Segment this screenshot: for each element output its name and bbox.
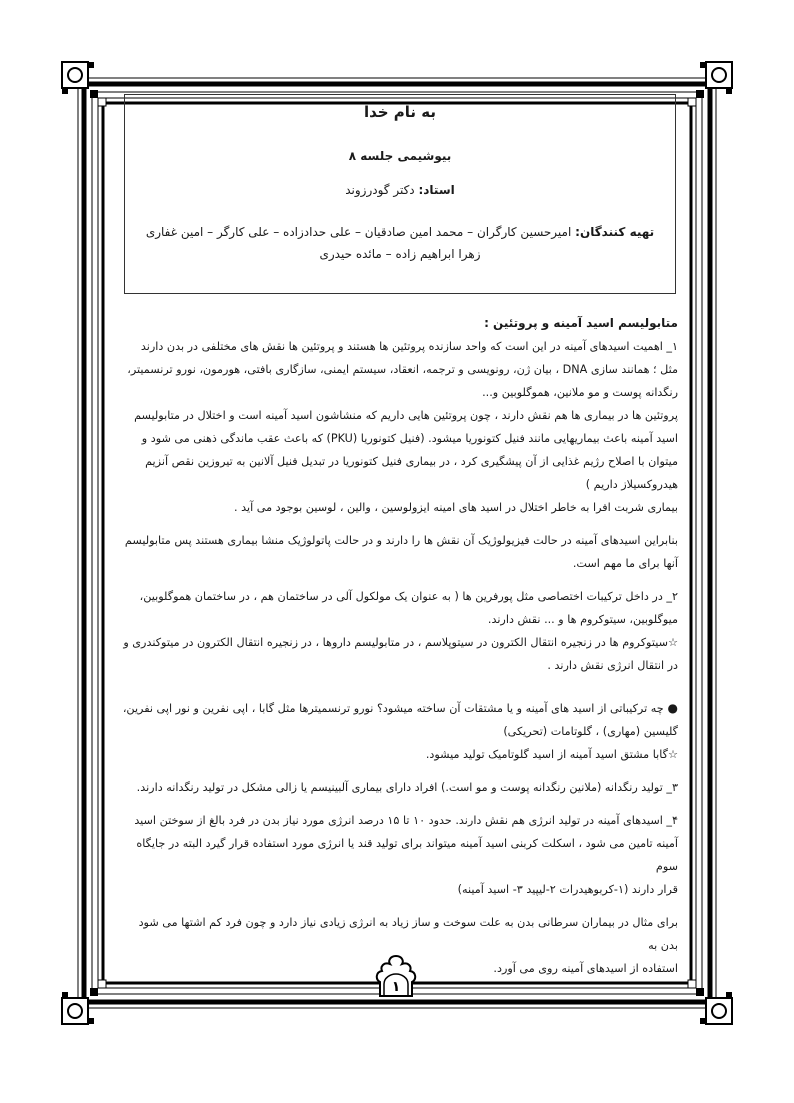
- spacer: [118, 575, 678, 585]
- preparers-label: تهیه کنندگان:: [575, 225, 655, 239]
- spacer: [118, 901, 678, 911]
- paragraph-7-line-1: [118, 697, 678, 720]
- paragraph-5-line-2: میوگلوبین، سیتوکروم ها و ... نقش دارند.: [487, 613, 678, 626]
- paragraph-3-line-1: بیماری شربت افرا به خاطر اختلال در اسید های امینه ایزولوسین ، والین ، لوسین بوجود می آید .: [234, 501, 678, 514]
- paragraph-10-line-1: برای مثال در بیماران سرطانی بدن به علت سوخت و ساز زیاد به انرژی زیادی نیاز دارد و چون فرد کم اشتها می شود بدن به: [138, 916, 678, 952]
- spacer: [118, 677, 678, 697]
- corner-ornament-top-right: [688, 62, 732, 106]
- paragraph-2-line-4: هیدروکسیلاز داریم ): [585, 478, 678, 491]
- teacher-line: [125, 183, 675, 197]
- paragraph-9-line-1: ۴_ اسیدهای آمینه در تولید انرژی هم نقش دارند. حدود ۱۰ تا ۱۵ درصد انرژی مورد نیاز بدن در فرد بالغ از سوختن اسید: [134, 814, 678, 827]
- page-number-ornament: [372, 952, 420, 1000]
- paragraph-10-line-2: استفاده از اسیدهای آمینه روی می آورد.: [493, 962, 678, 975]
- page-title: به نام خدا: [363, 103, 437, 121]
- paragraph-4-line-2: آنها برای ما مهم است.: [572, 557, 678, 570]
- corner-ornament-bottom-right: [688, 980, 732, 1024]
- header-box: [124, 94, 676, 294]
- paragraph-7-text-1: چه ترکیباتی از اسید های آمینه و یا مشتقات آن ساخته میشود؟ نورو ترنسمیترها مثل گابا ، اپی نفرین و نور اپی نفرین،: [122, 702, 664, 715]
- paragraph-7-line-2: گلیسین (مهاری) ، گلوتامات (تحریکی): [503, 725, 678, 738]
- paragraph-7-line-3: ☆گابا مشتق اسید آمینه از اسید گلوتامیک تولید میشود.: [425, 748, 678, 761]
- paragraph-6-line-2: در انتقال انرژی نقش دارند .: [547, 659, 678, 672]
- teacher-label: استاد:: [418, 183, 455, 197]
- teacher-name: دکتر گودرزوند: [345, 183, 415, 197]
- preparers-names-2: زهرا ابراهیم زاده – مائده حیدری: [319, 247, 481, 261]
- paragraph-2-line-1: پروتئین ها در بیماری ها هم نقش دارند ، چون پروتئین هایی داریم که منشاشون اسید آمینه است و اختلال در متابولیسم: [134, 409, 678, 422]
- paragraph-2-line-2: اسید آمینه باعث بیماریهایی مانند فنیل کتونوریا میشود. (فنیل کتونوریا (PKU) که باعث عقب ماندگی ذهنی می شود و: [141, 432, 678, 445]
- bullet-dot-icon: ●: [663, 701, 678, 715]
- spacer: [118, 799, 678, 809]
- preparers-line-1: [135, 221, 665, 243]
- paragraph-8-line-1: ۳_ تولید رنگدانه (ملانین رنگدانه پوست و مو است.) افراد دارای بیماری آلبینیسم یا زالی مشکل در تولید رنگدانه دارند.: [136, 781, 678, 794]
- section-title: متابولیسم اسید آمینه و پروتئین :: [484, 316, 678, 330]
- preparers-block: [125, 221, 675, 265]
- corner-ornament-top-left: [62, 62, 106, 106]
- spacer: [118, 519, 678, 529]
- session-title: بیوشیمی جلسه ۸: [348, 149, 452, 163]
- paragraph-6-line-1: ☆سیتوکروم ها در زنجیره انتقال الکترون در سیتوپلاسم ، در متابولیسم داروها ، در زنجیره انتقال الکترون در میتوکندری و: [123, 636, 678, 649]
- paragraph-1-line-2: مثل ؛ همانند سازی DNA ، بیان ژن، رونویسی و ترجمه، انعقاد، سیستم ایمنی، سازگاری بافتی، هورمون، نورو ترنسمیتر،: [127, 363, 678, 376]
- paragraph-1-line-1: ۱_ اهمیت اسیدهای آمینه در این است که واحد سازنده پروتئین ها هستند و پروتئین ها نقش های مختلفی در بدن دارند: [140, 340, 678, 353]
- document-body: [118, 312, 678, 980]
- paragraph-9-line-2: آمینه تامین می شود ، اسکلت کربنی اسید آمینه میتواند برای تولید قند یا انرژی مورد استفاده قرار گیرد البته در جایگاه سوم: [136, 837, 678, 873]
- paragraph-2-line-3: میتوان با اصلاح رژیم غذایی از آن پیشگیری کرد ، در بیماری فنیل کتونوریا در تبدیل فنیل آلانین به تیروزین نقص آنزیم: [145, 455, 678, 468]
- corner-ornament-bottom-left: [62, 980, 106, 1024]
- spacer: [118, 766, 678, 776]
- page-number: ۱: [391, 979, 401, 995]
- paragraph-5-line-1: ۲_ در داخل ترکیبات اختصاصی مثل پورفرین ها ( به عنوان یک مولکول آلی در ساختمان هم ، در ساختمان هموگلوبین،: [139, 590, 678, 603]
- paragraph-1-line-3: رنگدانه پوست و مو ملانین، هموگلوبین و...: [482, 386, 678, 399]
- preparers-names-1: امیرحسین کارگران – محمد امین صادقیان – علی حدادزاده – علی کارگر – امین غفاری: [145, 225, 572, 239]
- paragraph-9-line-3: قرار دارند (۱-کربوهیدرات ۲-لیپید ۳- اسید آمینه): [457, 883, 678, 896]
- paragraph-4-line-1: بنابراین اسیدهای آمینه در حالت فیزیولوژیک آن نقش ها را دارند و در حالت پاتولوژیک منشا بیماری هستند پس متابولیسم: [124, 534, 678, 547]
